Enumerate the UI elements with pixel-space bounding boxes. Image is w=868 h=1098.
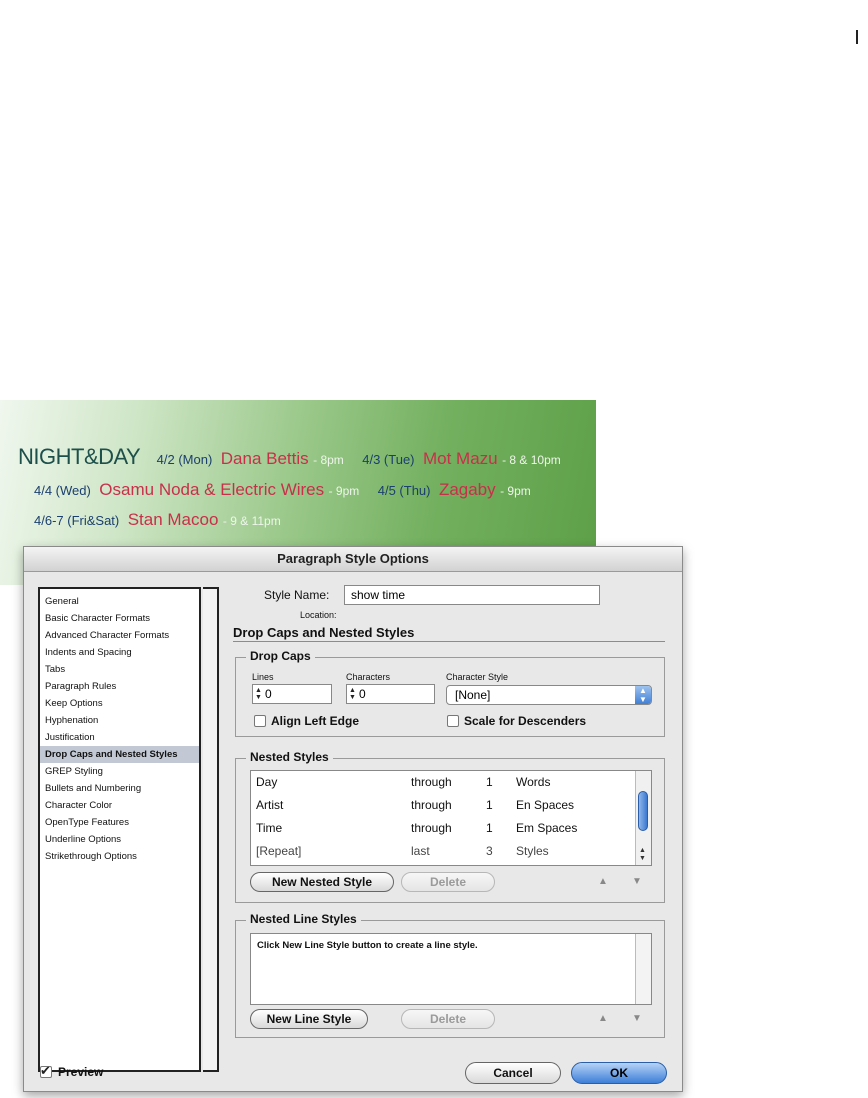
nested-styles-list[interactable] bbox=[250, 770, 652, 866]
section-title: Drop Caps and Nested Styles bbox=[233, 625, 415, 640]
nested-style-count: 1 bbox=[486, 821, 493, 835]
nested-styles-scrollbar[interactable] bbox=[635, 771, 651, 865]
characters-value: 0 bbox=[359, 687, 366, 701]
nested-style-mode: through bbox=[411, 775, 452, 789]
event-artist: Dana Bettis bbox=[220, 449, 309, 468]
select-arrows-icon: ▲ ▼ bbox=[635, 686, 651, 704]
category-item[interactable]: Justification bbox=[45, 732, 95, 743]
page-corner-mark bbox=[856, 30, 858, 44]
nested-line-styles-list[interactable] bbox=[250, 933, 652, 1005]
event-time: - 9pm bbox=[328, 484, 360, 498]
nested-style-mode: through bbox=[411, 821, 452, 835]
paragraph-style-options-dialog bbox=[23, 546, 683, 1092]
nested-style-name: Time bbox=[256, 821, 283, 835]
event-date: 4/5 (Thu) bbox=[377, 483, 431, 498]
lines-value: 0 bbox=[265, 687, 272, 701]
event-artist: Osamu Noda & Electric Wires bbox=[99, 480, 325, 499]
section-divider bbox=[233, 641, 665, 642]
event-date: 4/2 (Mon) bbox=[156, 452, 213, 467]
category-list[interactable] bbox=[38, 587, 201, 1072]
new-line-style-button[interactable]: New Line Style bbox=[250, 1009, 368, 1029]
location-label: Location: bbox=[300, 610, 337, 620]
dialog-title: Paragraph Style Options bbox=[24, 547, 682, 572]
nested-line-styles-scrollbar[interactable] bbox=[635, 934, 651, 1004]
delete-nested-style-button[interactable]: Delete bbox=[401, 872, 495, 892]
category-item[interactable]: Paragraph Rules bbox=[45, 681, 117, 692]
category-item[interactable]: Basic Character Formats bbox=[45, 613, 151, 624]
nested-style-unit: Words bbox=[516, 775, 551, 789]
category-item[interactable]: GREP Styling bbox=[45, 766, 103, 777]
move-down-icon[interactable]: ▼ bbox=[632, 1013, 642, 1024]
nested-line-styles-title: Nested Line Styles bbox=[246, 912, 361, 926]
nested-style-mode: through bbox=[411, 798, 452, 812]
banner-line-2 bbox=[34, 480, 545, 500]
character-style-select[interactable] bbox=[446, 685, 652, 705]
nested-style-unit: Styles bbox=[516, 844, 549, 858]
ok-button[interactable]: OK bbox=[571, 1062, 667, 1084]
event-artist: Mot Mazu bbox=[422, 449, 498, 468]
lines-label: Lines bbox=[252, 672, 274, 682]
drop-caps-title: Drop Caps bbox=[246, 649, 315, 663]
nested-style-unit: Em Spaces bbox=[516, 821, 578, 835]
category-item[interactable]: Character Color bbox=[45, 800, 113, 811]
nested-style-count: 1 bbox=[486, 775, 493, 789]
category-item[interactable]: Keep Options bbox=[45, 698, 103, 709]
character-style-label: Character Style bbox=[446, 672, 509, 682]
category-item[interactable]: OpenType Features bbox=[45, 817, 129, 828]
nested-style-name: [Repeat] bbox=[256, 844, 302, 858]
nested-style-row[interactable] bbox=[251, 817, 651, 840]
move-up-icon[interactable]: ▲ bbox=[598, 1013, 608, 1024]
line-styles-hint: Click New Line Style button to create a line style. bbox=[257, 940, 478, 951]
scrollbar-thumb[interactable] bbox=[638, 791, 648, 831]
move-down-icon[interactable]: ▼ bbox=[632, 876, 642, 887]
event-artist: Zagaby bbox=[438, 480, 496, 499]
style-name-input[interactable] bbox=[344, 585, 600, 605]
event-time: - 9 & 11pm bbox=[222, 514, 281, 528]
category-item[interactable]: General bbox=[45, 596, 79, 607]
category-item[interactable]: Tabs bbox=[45, 664, 66, 675]
delete-line-style-button[interactable]: Delete bbox=[401, 1009, 495, 1029]
characters-stepper[interactable] bbox=[346, 684, 435, 704]
preview-label: Preview bbox=[58, 1065, 104, 1079]
brand-title: NIGHT&DAY bbox=[18, 444, 141, 469]
scale-for-descenders-label: Scale for Descenders bbox=[464, 714, 587, 728]
cancel-button[interactable]: Cancel bbox=[465, 1062, 561, 1084]
lines-stepper[interactable] bbox=[252, 684, 332, 704]
category-item[interactable]: Advanced Character Formats bbox=[45, 630, 170, 641]
align-left-edge-label: Align Left Edge bbox=[271, 714, 359, 728]
event-time: - 8 & 10pm bbox=[502, 453, 561, 467]
character-style-value: [None] bbox=[455, 688, 491, 702]
category-list-scrollbar[interactable] bbox=[203, 587, 219, 1072]
new-nested-style-button[interactable]: New Nested Style bbox=[250, 872, 394, 892]
category-item[interactable]: Indents and Spacing bbox=[45, 647, 132, 658]
scroll-arrows-icon[interactable]: ▲ ▼ bbox=[639, 847, 646, 862]
nested-style-name: Artist bbox=[256, 798, 284, 812]
nested-styles-title: Nested Styles bbox=[246, 750, 333, 764]
move-up-icon[interactable]: ▲ bbox=[598, 876, 608, 887]
stepper-arrows-icon[interactable]: ▲ ▼ bbox=[349, 687, 356, 701]
stepper-arrows-icon[interactable]: ▲ ▼ bbox=[255, 687, 262, 701]
category-item[interactable]: Drop Caps and Nested Styles bbox=[40, 746, 199, 763]
banner-line-1 bbox=[18, 444, 575, 470]
nested-style-count: 3 bbox=[486, 844, 493, 858]
event-date: 4/6-7 (Fri&Sat) bbox=[34, 513, 120, 528]
align-left-edge-checkbox[interactable] bbox=[254, 715, 266, 727]
nested-style-mode: last bbox=[411, 844, 430, 858]
event-artist: Stan Macoo bbox=[127, 510, 219, 529]
nested-style-count: 1 bbox=[486, 798, 493, 812]
nested-style-row[interactable] bbox=[251, 771, 651, 794]
category-item[interactable]: Underline Options bbox=[45, 834, 122, 845]
category-item[interactable]: Strikethrough Options bbox=[45, 851, 137, 862]
characters-label: Characters bbox=[346, 672, 391, 682]
event-date: 4/3 (Tue) bbox=[362, 452, 415, 467]
nested-style-row[interactable] bbox=[251, 840, 651, 863]
event-date: 4/4 (Wed) bbox=[34, 483, 91, 498]
category-item[interactable]: Bullets and Numbering bbox=[45, 783, 142, 794]
style-name-label: Style Name: bbox=[264, 588, 330, 602]
event-time: - 9pm bbox=[500, 484, 531, 498]
category-item[interactable]: Hyphenation bbox=[45, 715, 99, 726]
banner-line-3 bbox=[34, 510, 295, 530]
nested-style-name: Day bbox=[256, 775, 278, 789]
preview-checkbox[interactable] bbox=[40, 1066, 52, 1078]
event-time: - 8pm bbox=[313, 453, 344, 467]
nested-style-unit: En Spaces bbox=[516, 798, 575, 812]
nested-style-row[interactable] bbox=[251, 794, 651, 817]
scale-for-descenders-checkbox[interactable] bbox=[447, 715, 459, 727]
